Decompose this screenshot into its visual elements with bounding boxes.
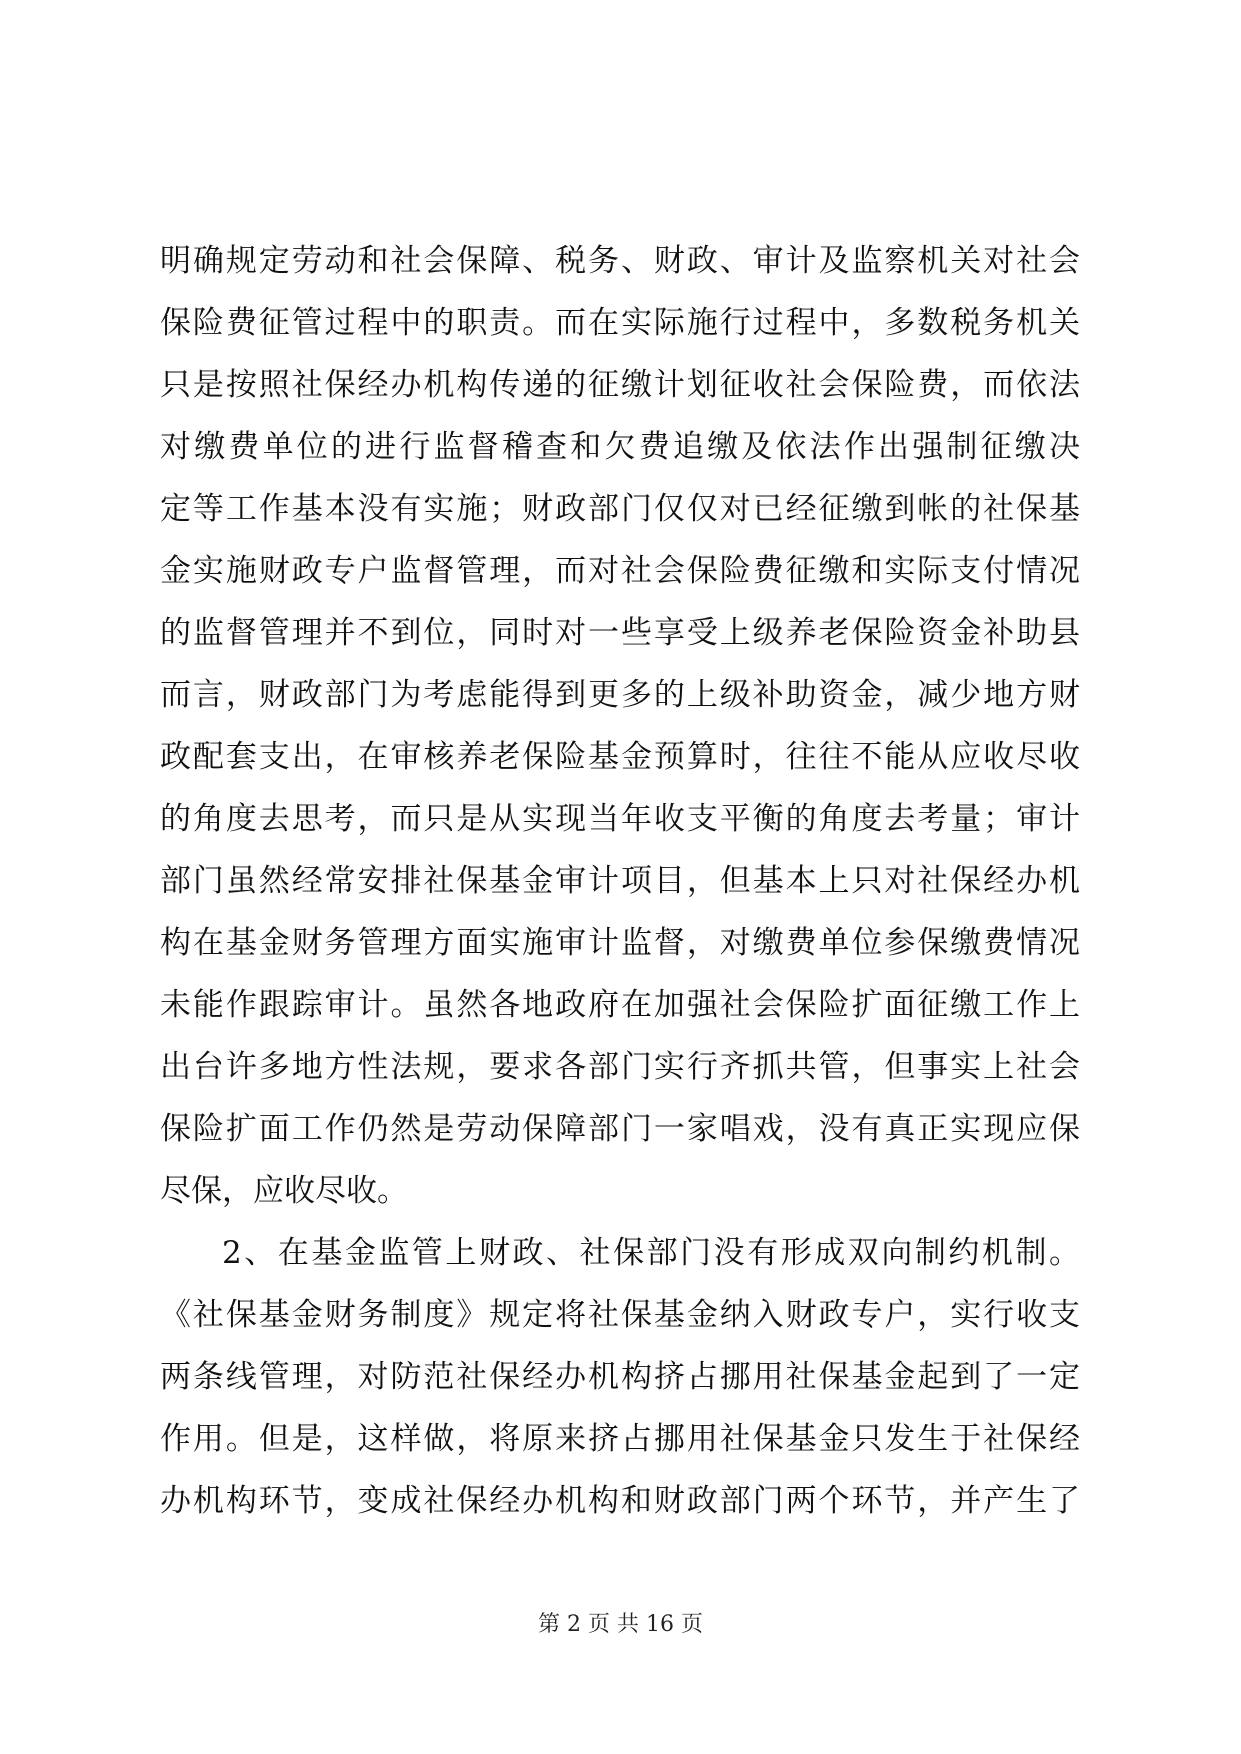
page-number: 第 2 页 共 16 页 xyxy=(538,1612,703,1637)
text-line: 两条线管理，对防范社保经办机构挤占挪用社保基金起到了一定 xyxy=(160,1359,1080,1395)
text-line: 作用。但是，这样做，将原来挤占挪用社保基金只发生于社保经 xyxy=(160,1421,1080,1457)
text-line: 2、在基金监管上财政、社保部门没有形成双向制约机制。 xyxy=(222,1235,1080,1271)
text-line: 尽保，应收尽收。 xyxy=(160,1173,408,1209)
text-line: 《社保基金财务制度》规定将社保基金纳入财政专户，实行收支 xyxy=(160,1297,1080,1333)
text-line: 明确规定劳动和社会保障、税务、财政、审计及监察机关对社会 xyxy=(160,243,1080,279)
text-line: 部门虽然经常安排社保基金审计项目，但基本上只对社保经办机 xyxy=(160,863,1080,899)
text-line: 的监督管理并不到位，同时对一些享受上级养老保险资金补助县 xyxy=(160,615,1080,651)
text-line: 而言，财政部门为考虑能得到更多的上级补助资金，减少地方财 xyxy=(160,677,1080,713)
text-line: 出台许多地方性法规，要求各部门实行齐抓共管，但事实上社会 xyxy=(160,1049,1080,1085)
text-line: 的角度去思考，而只是从实现当年收支平衡的角度去考量；审计 xyxy=(160,801,1080,837)
text-line: 对缴费单位的进行监督稽查和欠费追缴及依法作出强制征缴决 xyxy=(160,429,1080,465)
text-line: 政配套支出，在审核养老保险基金预算时，往往不能从应收尽收 xyxy=(160,739,1080,775)
text-line: 构在基金财务管理方面实施审计监督，对缴费单位参保缴费情况 xyxy=(160,925,1080,961)
text-line: 金实施财政专户监督管理，而对社会保险费征缴和实际支付情况 xyxy=(160,553,1080,589)
body-text xyxy=(160,230,1080,1532)
text-line: 办机构环节，变成社保经办机构和财政部门两个环节，并产生了 xyxy=(160,1483,1080,1519)
text-line: 定等工作基本没有实施；财政部门仅仅对已经征缴到帐的社保基 xyxy=(160,491,1080,527)
text-line: 保险费征管过程中的职责。而在实际施行过程中，多数税务机关 xyxy=(160,305,1080,341)
text-line: 未能作跟踪审计。虽然各地政府在加强社会保险扩面征缴工作上 xyxy=(160,987,1080,1023)
text-line: 只是按照社保经办机构传递的征缴计划征收社会保险费，而依法 xyxy=(160,367,1080,403)
text-line: 保险扩面工作仍然是劳动保障部门一家唱戏，没有真正实现应保 xyxy=(160,1111,1080,1147)
